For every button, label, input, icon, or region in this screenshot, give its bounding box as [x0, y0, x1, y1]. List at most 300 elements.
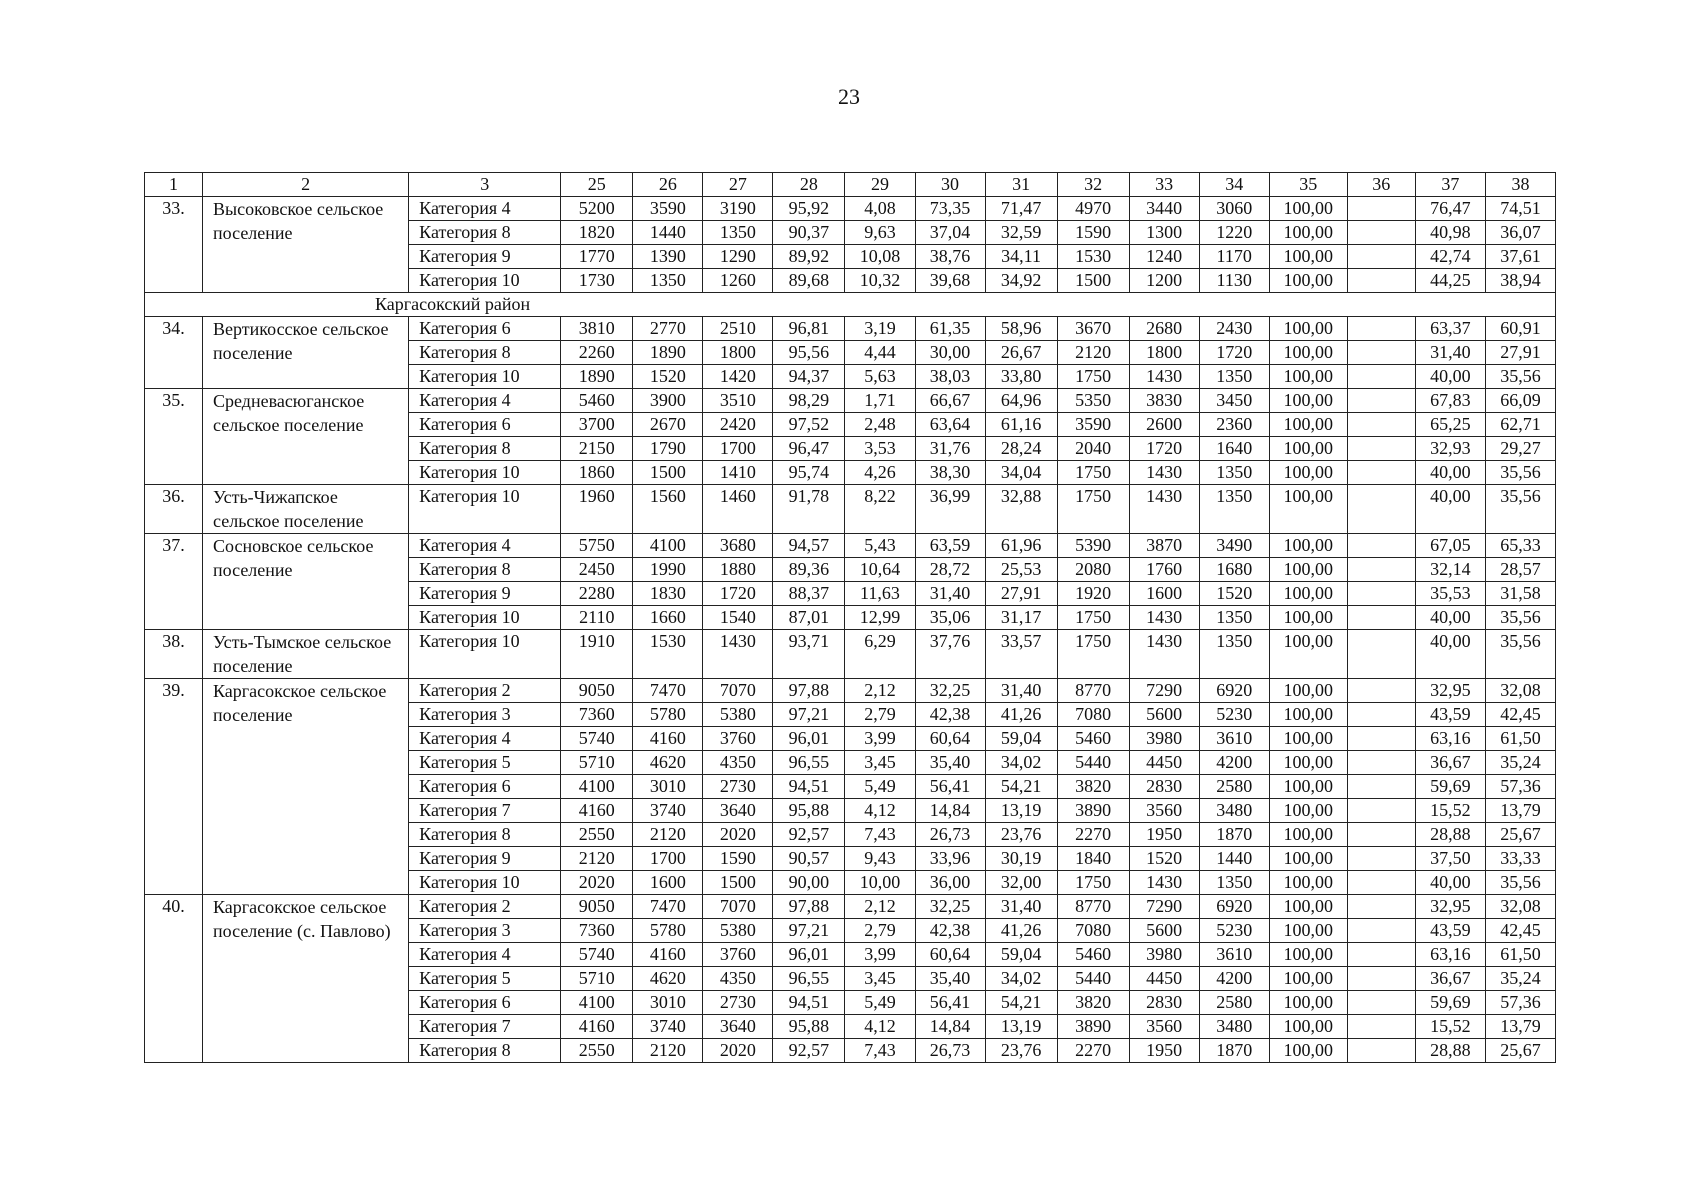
value-cell: 100,00 — [1269, 606, 1347, 630]
value-cell — [1347, 630, 1415, 679]
value-cell: 4,12 — [845, 799, 915, 823]
value-cell: 1,71 — [845, 389, 915, 413]
value-cell: 3810 — [561, 317, 633, 341]
value-cell: 9050 — [561, 679, 633, 703]
value-cell: 3480 — [1199, 799, 1269, 823]
value-cell — [1347, 1015, 1415, 1039]
value-cell: 36,67 — [1415, 751, 1485, 775]
value-cell: 36,99 — [915, 485, 985, 534]
value-cell: 1240 — [1129, 245, 1199, 269]
value-cell — [1347, 269, 1415, 293]
value-cell: 4160 — [561, 1015, 633, 1039]
value-cell: 3980 — [1129, 943, 1199, 967]
value-cell: 5740 — [561, 943, 633, 967]
value-cell: 7,43 — [845, 1039, 915, 1063]
value-cell: 3010 — [633, 991, 703, 1015]
value-cell: 1680 — [1199, 558, 1269, 582]
value-cell: 1590 — [1057, 221, 1129, 245]
value-cell: 3830 — [1129, 389, 1199, 413]
value-cell: 29,27 — [1485, 437, 1555, 461]
category-cell: Категория 4 — [409, 534, 561, 558]
value-cell: 4,08 — [845, 197, 915, 221]
value-cell: 1350 — [1199, 365, 1269, 389]
value-cell: 7080 — [1057, 919, 1129, 943]
value-cell: 90,57 — [773, 847, 845, 871]
value-cell: 1290 — [703, 245, 773, 269]
value-cell: 40,00 — [1415, 365, 1485, 389]
value-cell: 1260 — [703, 269, 773, 293]
value-cell: 3760 — [703, 727, 773, 751]
value-cell: 1800 — [703, 341, 773, 365]
value-cell: 1660 — [633, 606, 703, 630]
value-cell: 2020 — [703, 1039, 773, 1063]
value-cell: 2120 — [561, 847, 633, 871]
category-cell: Категория 4 — [409, 727, 561, 751]
value-cell: 1460 — [703, 485, 773, 534]
value-cell: 42,38 — [915, 703, 985, 727]
value-cell: 2770 — [633, 317, 703, 341]
value-cell: 94,37 — [773, 365, 845, 389]
value-cell: 7290 — [1129, 895, 1199, 919]
value-cell: 58,96 — [985, 317, 1057, 341]
value-cell: 1500 — [1057, 269, 1129, 293]
header-cell: 31 — [985, 173, 1057, 197]
value-cell: 10,32 — [845, 269, 915, 293]
settlement-name: Каргасокское сельское поселение — [203, 679, 409, 895]
page-number: 23 — [838, 84, 860, 109]
value-cell: 2280 — [561, 582, 633, 606]
value-cell: 4450 — [1129, 751, 1199, 775]
value-cell: 15,52 — [1415, 799, 1485, 823]
value-cell: 3740 — [633, 799, 703, 823]
category-cell: Категория 8 — [409, 221, 561, 245]
value-cell: 40,00 — [1415, 871, 1485, 895]
value-cell — [1347, 751, 1415, 775]
value-cell: 7290 — [1129, 679, 1199, 703]
value-cell: 37,76 — [915, 630, 985, 679]
value-cell: 2260 — [561, 341, 633, 365]
value-cell: 30,19 — [985, 847, 1057, 871]
value-cell: 25,53 — [985, 558, 1057, 582]
header-cell: 33 — [1129, 173, 1199, 197]
value-cell: 42,45 — [1485, 703, 1555, 727]
value-cell: 3640 — [703, 799, 773, 823]
value-cell — [1347, 1039, 1415, 1063]
value-cell: 14,84 — [915, 799, 985, 823]
value-cell: 10,64 — [845, 558, 915, 582]
header-cell: 3 — [409, 173, 561, 197]
value-cell: 5780 — [633, 703, 703, 727]
value-cell: 28,57 — [1485, 558, 1555, 582]
value-cell: 1540 — [703, 606, 773, 630]
value-cell: 3640 — [703, 1015, 773, 1039]
value-cell — [1347, 245, 1415, 269]
value-cell: 7070 — [703, 895, 773, 919]
value-cell: 1870 — [1199, 1039, 1269, 1063]
value-cell — [1347, 582, 1415, 606]
value-cell: 32,14 — [1415, 558, 1485, 582]
value-cell: 2110 — [561, 606, 633, 630]
value-cell: 61,16 — [985, 413, 1057, 437]
value-cell — [1347, 943, 1415, 967]
category-cell: Категория 8 — [409, 341, 561, 365]
value-cell: 3450 — [1199, 389, 1269, 413]
value-cell: 1890 — [633, 341, 703, 365]
table-row — [145, 630, 1556, 679]
value-cell: 7470 — [633, 679, 703, 703]
value-cell: 1770 — [561, 245, 633, 269]
value-cell: 31,58 — [1485, 582, 1555, 606]
value-cell: 1520 — [1199, 582, 1269, 606]
value-cell: 100,00 — [1269, 558, 1347, 582]
value-cell: 94,51 — [773, 991, 845, 1015]
value-cell: 97,52 — [773, 413, 845, 437]
value-cell: 7360 — [561, 919, 633, 943]
value-cell: 63,64 — [915, 413, 985, 437]
value-cell: 95,56 — [773, 341, 845, 365]
header-cell: 34 — [1199, 173, 1269, 197]
value-cell: 3900 — [633, 389, 703, 413]
value-cell: 54,21 — [985, 991, 1057, 1015]
table-row — [145, 895, 1556, 919]
value-cell: 40,00 — [1415, 606, 1485, 630]
category-cell: Категория 10 — [409, 871, 561, 895]
value-cell: 1350 — [1199, 485, 1269, 534]
value-cell — [1347, 919, 1415, 943]
value-cell: 2830 — [1129, 991, 1199, 1015]
value-cell: 1500 — [633, 461, 703, 485]
category-cell: Категория 9 — [409, 582, 561, 606]
category-cell: Категория 9 — [409, 245, 561, 269]
value-cell: 7080 — [1057, 703, 1129, 727]
value-cell: 14,84 — [915, 1015, 985, 1039]
value-cell: 60,64 — [915, 943, 985, 967]
category-cell: Категория 10 — [409, 365, 561, 389]
value-cell: 5390 — [1057, 534, 1129, 558]
value-cell: 1860 — [561, 461, 633, 485]
value-cell: 1750 — [1057, 871, 1129, 895]
header-cell: 29 — [845, 173, 915, 197]
value-cell: 32,95 — [1415, 895, 1485, 919]
value-cell: 37,04 — [915, 221, 985, 245]
value-cell: 96,81 — [773, 317, 845, 341]
value-cell: 35,40 — [915, 967, 985, 991]
value-cell: 1430 — [1129, 365, 1199, 389]
value-cell: 2120 — [633, 1039, 703, 1063]
category-cell: Категория 6 — [409, 317, 561, 341]
value-cell: 100,00 — [1269, 679, 1347, 703]
value-cell: 94,51 — [773, 775, 845, 799]
value-cell: 66,09 — [1485, 389, 1555, 413]
value-cell: 1750 — [1057, 461, 1129, 485]
value-cell: 1430 — [1129, 485, 1199, 534]
value-cell: 2020 — [703, 823, 773, 847]
value-cell: 63,37 — [1415, 317, 1485, 341]
value-cell: 1880 — [703, 558, 773, 582]
settlement-name: Сосновское сельское поселение — [203, 534, 409, 630]
value-cell: 1790 — [633, 437, 703, 461]
value-cell: 4,12 — [845, 1015, 915, 1039]
category-cell: Категория 6 — [409, 991, 561, 1015]
value-cell: 1590 — [703, 847, 773, 871]
value-cell: 11,63 — [845, 582, 915, 606]
value-cell: 67,83 — [1415, 389, 1485, 413]
value-cell: 1800 — [1129, 341, 1199, 365]
value-cell: 25,67 — [1485, 1039, 1555, 1063]
value-cell: 12,99 — [845, 606, 915, 630]
value-cell: 100,00 — [1269, 919, 1347, 943]
value-cell: 5380 — [703, 703, 773, 727]
value-cell: 4160 — [633, 943, 703, 967]
value-cell: 30,00 — [915, 341, 985, 365]
value-cell: 3610 — [1199, 727, 1269, 751]
value-cell: 8,22 — [845, 485, 915, 534]
value-cell: 32,08 — [1485, 895, 1555, 919]
value-cell: 96,55 — [773, 967, 845, 991]
category-cell: Категория 8 — [409, 823, 561, 847]
value-cell: 61,96 — [985, 534, 1057, 558]
value-cell: 1430 — [1129, 630, 1199, 679]
value-cell: 39,68 — [915, 269, 985, 293]
value-cell: 1640 — [1199, 437, 1269, 461]
value-cell: 1760 — [1129, 558, 1199, 582]
value-cell: 4100 — [561, 991, 633, 1015]
header-cell: 32 — [1057, 173, 1129, 197]
value-cell: 100,00 — [1269, 751, 1347, 775]
value-cell: 5740 — [561, 727, 633, 751]
value-cell: 63,16 — [1415, 943, 1485, 967]
value-cell: 64,96 — [985, 389, 1057, 413]
value-cell: 23,76 — [985, 823, 1057, 847]
value-cell: 100,00 — [1269, 967, 1347, 991]
header-cell: 30 — [915, 173, 985, 197]
value-cell: 2120 — [633, 823, 703, 847]
value-cell: 57,36 — [1485, 775, 1555, 799]
value-cell: 1130 — [1199, 269, 1269, 293]
value-cell: 5460 — [561, 389, 633, 413]
value-cell: 3670 — [1057, 317, 1129, 341]
table-row — [145, 485, 1556, 534]
value-cell: 56,41 — [915, 775, 985, 799]
value-cell: 7070 — [703, 679, 773, 703]
value-cell: 1560 — [633, 485, 703, 534]
value-cell: 59,04 — [985, 943, 1057, 967]
value-cell: 1440 — [1199, 847, 1269, 871]
value-cell: 1720 — [1129, 437, 1199, 461]
value-cell: 100,00 — [1269, 871, 1347, 895]
row-number: 39. — [145, 679, 203, 895]
value-cell: 26,73 — [915, 823, 985, 847]
value-cell: 1750 — [1057, 606, 1129, 630]
value-cell: 35,56 — [1485, 630, 1555, 679]
value-cell: 95,92 — [773, 197, 845, 221]
value-cell: 13,19 — [985, 1015, 1057, 1039]
value-cell: 87,01 — [773, 606, 845, 630]
value-cell: 100,00 — [1269, 437, 1347, 461]
header-cell: 1 — [145, 173, 203, 197]
value-cell — [1347, 365, 1415, 389]
value-cell: 4100 — [633, 534, 703, 558]
value-cell: 3760 — [703, 943, 773, 967]
value-cell: 59,69 — [1415, 775, 1485, 799]
category-cell: Категория 9 — [409, 847, 561, 871]
value-cell — [1347, 221, 1415, 245]
value-cell: 65,25 — [1415, 413, 1485, 437]
category-cell: Категория 4 — [409, 389, 561, 413]
value-cell: 2,12 — [845, 679, 915, 703]
value-cell: 3,99 — [845, 943, 915, 967]
value-cell: 5,63 — [845, 365, 915, 389]
value-cell — [1347, 197, 1415, 221]
value-cell: 10,08 — [845, 245, 915, 269]
value-cell: 92,57 — [773, 1039, 845, 1063]
value-cell: 27,91 — [985, 582, 1057, 606]
value-cell: 100,00 — [1269, 1039, 1347, 1063]
value-cell: 33,33 — [1485, 847, 1555, 871]
value-cell: 9,43 — [845, 847, 915, 871]
value-cell: 5,49 — [845, 775, 915, 799]
value-cell: 13,19 — [985, 799, 1057, 823]
value-cell: 1530 — [633, 630, 703, 679]
value-cell: 100,00 — [1269, 269, 1347, 293]
value-cell: 2670 — [633, 413, 703, 437]
header-cell: 2 — [203, 173, 409, 197]
value-cell: 5750 — [561, 534, 633, 558]
value-cell — [1347, 727, 1415, 751]
value-cell: 2600 — [1129, 413, 1199, 437]
value-cell: 6920 — [1199, 895, 1269, 919]
row-number: 34. — [145, 317, 203, 389]
value-cell: 1960 — [561, 485, 633, 534]
header-cell: 27 — [703, 173, 773, 197]
category-cell: Категория 2 — [409, 679, 561, 703]
value-cell: 76,47 — [1415, 197, 1485, 221]
value-cell: 100,00 — [1269, 823, 1347, 847]
value-cell: 74,51 — [1485, 197, 1555, 221]
value-cell: 3060 — [1199, 197, 1269, 221]
value-cell: 36,67 — [1415, 967, 1485, 991]
value-cell: 100,00 — [1269, 630, 1347, 679]
value-cell — [1347, 823, 1415, 847]
value-cell: 13,79 — [1485, 799, 1555, 823]
value-cell — [1347, 967, 1415, 991]
value-cell: 32,25 — [915, 895, 985, 919]
value-cell: 1350 — [703, 221, 773, 245]
category-cell: Категория 4 — [409, 197, 561, 221]
header-cell: 26 — [633, 173, 703, 197]
value-cell: 2020 — [561, 871, 633, 895]
value-cell: 33,80 — [985, 365, 1057, 389]
value-cell: 13,79 — [1485, 1015, 1555, 1039]
value-cell: 5,49 — [845, 991, 915, 1015]
value-cell: 40,00 — [1415, 485, 1485, 534]
value-cell: 1950 — [1129, 823, 1199, 847]
value-cell: 3890 — [1057, 799, 1129, 823]
value-cell: 5230 — [1199, 703, 1269, 727]
value-cell — [1347, 799, 1415, 823]
value-cell: 32,25 — [915, 679, 985, 703]
header-cell: 35 — [1269, 173, 1347, 197]
value-cell — [1347, 606, 1415, 630]
category-cell: Категория 10 — [409, 269, 561, 293]
value-cell: 2730 — [703, 775, 773, 799]
district-label: Каргасокский район — [145, 293, 1556, 317]
value-cell: 9050 — [561, 895, 633, 919]
row-number: 40. — [145, 895, 203, 1063]
value-cell: 9,63 — [845, 221, 915, 245]
value-cell: 67,05 — [1415, 534, 1485, 558]
table-row — [145, 679, 1556, 703]
header-cell: 37 — [1415, 173, 1485, 197]
value-cell: 34,02 — [985, 751, 1057, 775]
value-cell: 2550 — [561, 1039, 633, 1063]
value-cell: 5230 — [1199, 919, 1269, 943]
value-cell: 100,00 — [1269, 534, 1347, 558]
value-cell: 37,61 — [1485, 245, 1555, 269]
data-table — [144, 172, 1556, 1063]
header-cell: 25 — [561, 173, 633, 197]
header-cell: 38 — [1485, 173, 1555, 197]
value-cell: 3,19 — [845, 317, 915, 341]
value-cell: 4160 — [561, 799, 633, 823]
row-number: 33. — [145, 197, 203, 293]
value-cell: 28,88 — [1415, 823, 1485, 847]
value-cell: 28,24 — [985, 437, 1057, 461]
value-cell: 1870 — [1199, 823, 1269, 847]
value-cell: 34,02 — [985, 967, 1057, 991]
value-cell: 1350 — [1199, 630, 1269, 679]
value-cell: 42,74 — [1415, 245, 1485, 269]
value-cell: 3680 — [703, 534, 773, 558]
value-cell: 1750 — [1057, 485, 1129, 534]
value-cell: 1520 — [1129, 847, 1199, 871]
value-cell: 2080 — [1057, 558, 1129, 582]
value-cell: 41,26 — [985, 919, 1057, 943]
value-cell: 89,36 — [773, 558, 845, 582]
value-cell: 100,00 — [1269, 943, 1347, 967]
settlement-name: Вертикосское сельское поселение — [203, 317, 409, 389]
value-cell: 60,91 — [1485, 317, 1555, 341]
value-cell: 100,00 — [1269, 847, 1347, 871]
value-cell: 3490 — [1199, 534, 1269, 558]
value-cell: 4,26 — [845, 461, 915, 485]
value-cell: 1820 — [561, 221, 633, 245]
value-cell: 96,01 — [773, 943, 845, 967]
value-cell: 91,78 — [773, 485, 845, 534]
value-cell: 2830 — [1129, 775, 1199, 799]
value-cell: 3740 — [633, 1015, 703, 1039]
value-cell: 35,56 — [1485, 606, 1555, 630]
value-cell: 7470 — [633, 895, 703, 919]
table-row — [145, 389, 1556, 413]
value-cell: 100,00 — [1269, 1015, 1347, 1039]
value-cell — [1347, 461, 1415, 485]
value-cell: 97,21 — [773, 919, 845, 943]
value-cell: 38,94 — [1485, 269, 1555, 293]
value-cell: 5710 — [561, 751, 633, 775]
value-cell: 34,04 — [985, 461, 1057, 485]
category-cell: Категория 3 — [409, 703, 561, 727]
value-cell: 97,88 — [773, 895, 845, 919]
value-cell: 35,24 — [1485, 967, 1555, 991]
value-cell: 88,37 — [773, 582, 845, 606]
value-cell: 1700 — [633, 847, 703, 871]
category-cell: Категория 5 — [409, 967, 561, 991]
value-cell: 1750 — [1057, 630, 1129, 679]
value-cell: 10,00 — [845, 871, 915, 895]
value-cell: 2730 — [703, 991, 773, 1015]
table-row — [145, 197, 1556, 221]
